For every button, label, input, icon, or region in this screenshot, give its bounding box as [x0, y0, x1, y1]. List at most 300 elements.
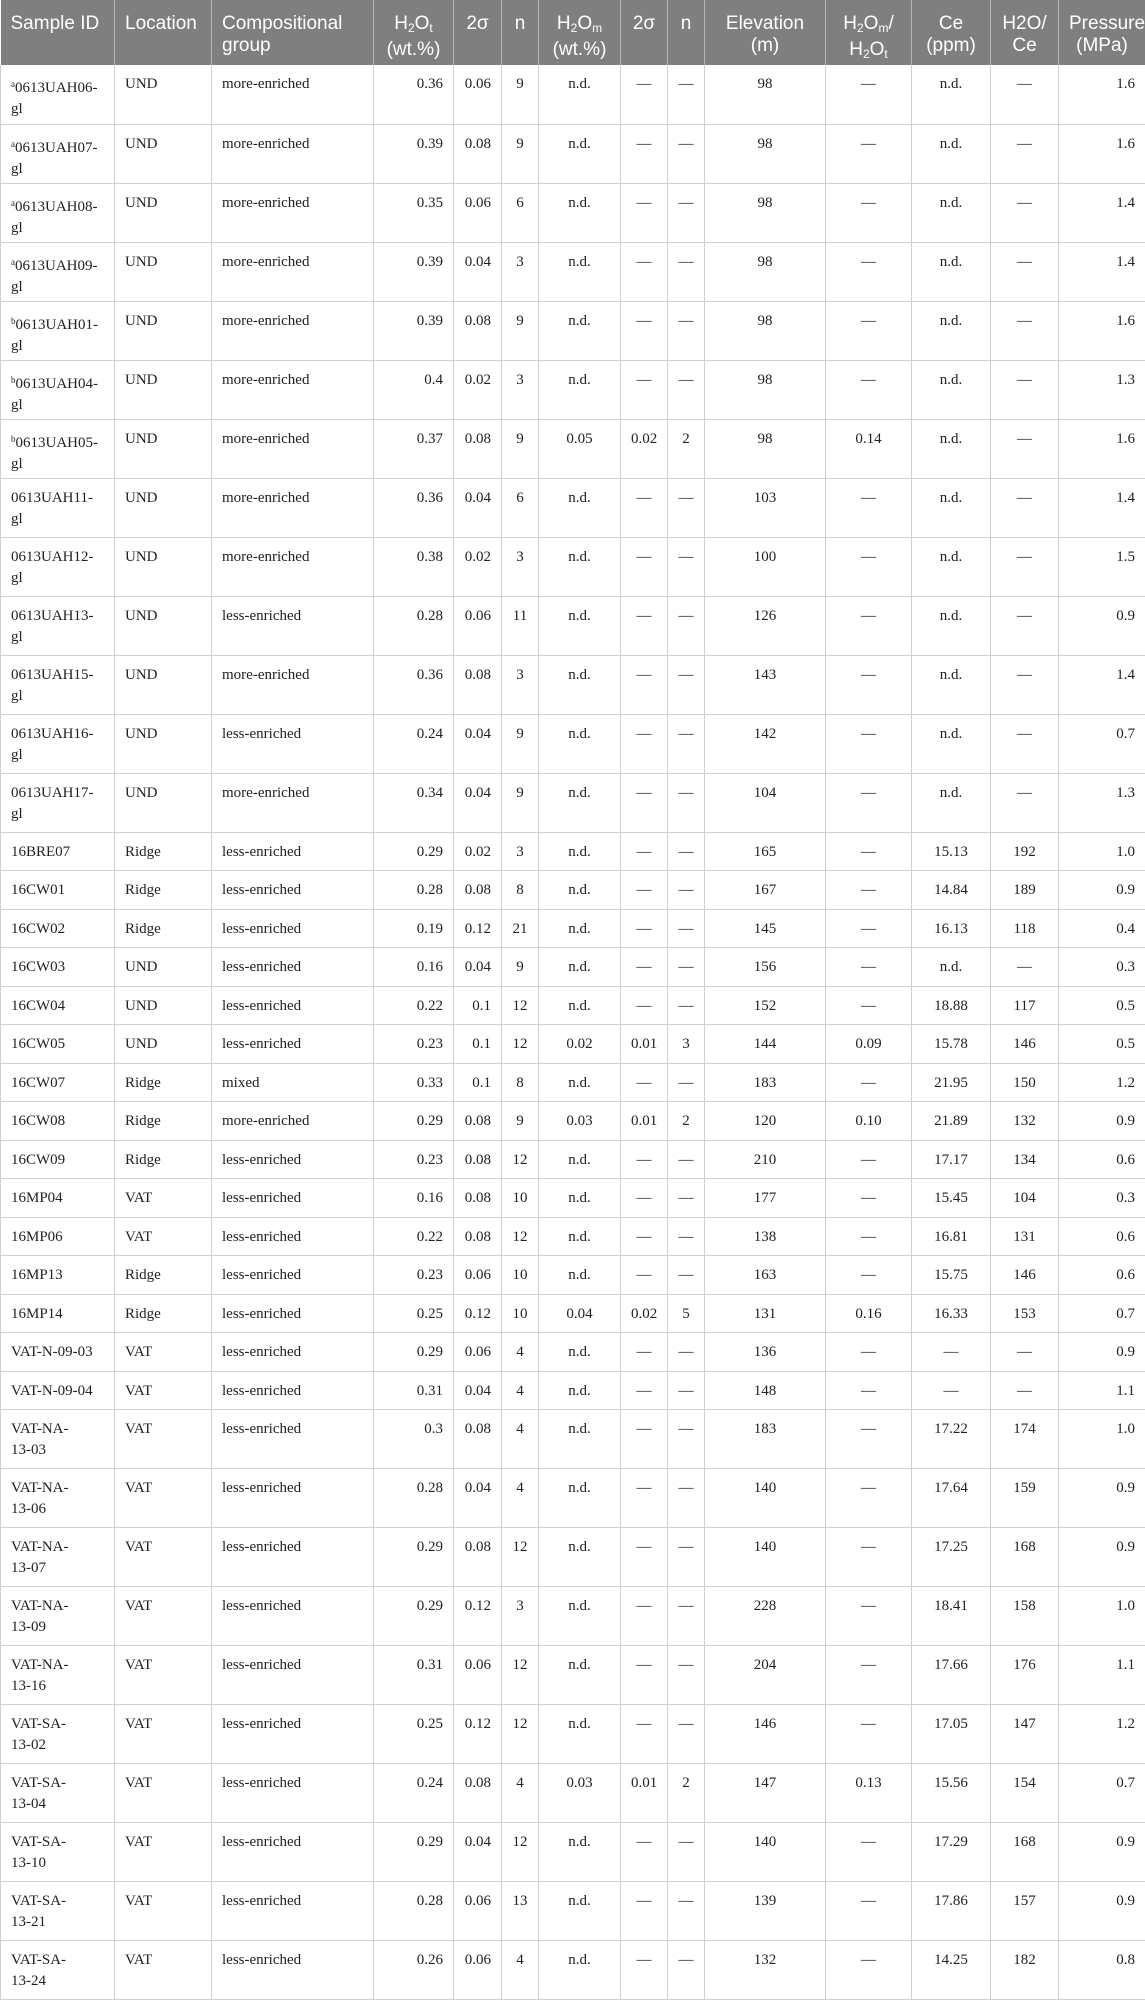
cell-pressure: 0.5 — [1059, 986, 1145, 1025]
cell-n-b: — — [668, 1179, 705, 1218]
table-row — [1, 832, 1145, 871]
cell-h2ot: 0.31 — [374, 1646, 454, 1705]
cell-sample-id: 0613UAH13- gl — [1, 596, 115, 655]
cell-h2om: n.d. — [539, 1587, 621, 1646]
cell-pressure: 0.7 — [1059, 714, 1145, 773]
header-location: Location — [115, 0, 212, 65]
cell-n-a: 6 — [502, 183, 539, 242]
cell-h2ot: 0.28 — [374, 871, 454, 910]
cell-h2om-h2ot: — — [826, 1179, 912, 1218]
cell-sample-id: $^a$0613UAH06- gl — [1, 65, 115, 124]
cell-sample-id: 0613UAH11- gl — [1, 478, 115, 537]
cell-elevation: 103 — [705, 478, 826, 537]
cell-sample-id: 16CW03 — [1, 948, 115, 987]
cell-h2om-h2ot: 0.16 — [826, 1294, 912, 1333]
cell-2sigma-b: — — [621, 655, 668, 714]
table-row — [1, 1941, 1145, 2000]
cell-n-a: 9 — [502, 65, 539, 124]
cell-n-b: — — [668, 986, 705, 1025]
cell-compositional-group: less-enriched — [212, 1333, 374, 1372]
cell-ce: 16.33 — [912, 1294, 991, 1333]
cell-n-b: — — [668, 1256, 705, 1295]
cell-n-a: 4 — [502, 1410, 539, 1469]
cell-h2o-ce: 150 — [991, 1063, 1059, 1102]
cell-n-a: 9 — [502, 301, 539, 360]
cell-2sigma-b: 0.02 — [621, 419, 668, 478]
cell-2sigma-b: — — [621, 1705, 668, 1764]
cell-h2o-ce: 182 — [991, 1941, 1059, 2000]
cell-2sigma-a: 0.04 — [454, 1469, 502, 1528]
table-row — [1, 1256, 1145, 1295]
cell-location: UND — [115, 419, 212, 478]
cell-n-a: 8 — [502, 871, 539, 910]
cell-n-b: — — [668, 909, 705, 948]
cell-elevation: 98 — [705, 183, 826, 242]
cell-ce: 14.84 — [912, 871, 991, 910]
cell-compositional-group: less-enriched — [212, 909, 374, 948]
cell-h2om-h2ot: — — [826, 1333, 912, 1372]
cell-2sigma-a: 0.08 — [454, 124, 502, 183]
cell-elevation: 163 — [705, 1256, 826, 1295]
cell-h2o-ce: — — [991, 242, 1059, 301]
cell-2sigma-a: 0.08 — [454, 1410, 502, 1469]
cell-h2om: n.d. — [539, 360, 621, 419]
footnote-marker: b — [11, 433, 16, 444]
cell-h2o-ce: 192 — [991, 832, 1059, 871]
header-2sigma-b: 2σ — [621, 0, 668, 65]
cell-location: VAT — [115, 1764, 212, 1823]
cell-location: VAT — [115, 1705, 212, 1764]
cell-pressure: 1.6 — [1059, 419, 1145, 478]
cell-location: UND — [115, 948, 212, 987]
cell-h2om: n.d. — [539, 478, 621, 537]
cell-n-a: 3 — [502, 1587, 539, 1646]
cell-sample-id: 16CW08 — [1, 1102, 115, 1141]
cell-2sigma-a: 0.04 — [454, 1371, 502, 1410]
cell-h2om: n.d. — [539, 948, 621, 987]
cell-h2om: n.d. — [539, 832, 621, 871]
cell-n-b: — — [668, 1587, 705, 1646]
cell-ce: n.d. — [912, 537, 991, 596]
cell-ce: 15.45 — [912, 1179, 991, 1218]
cell-n-b: — — [668, 360, 705, 419]
cell-ce: — — [912, 1371, 991, 1410]
cell-h2om-h2ot: — — [826, 183, 912, 242]
cell-sample-id: 16MP13 — [1, 1256, 115, 1295]
cell-sample-id: VAT-SA- 13-10 — [1, 1823, 115, 1882]
cell-h2om-h2ot: — — [826, 655, 912, 714]
cell-ce: 17.64 — [912, 1469, 991, 1528]
cell-pressure: 1.6 — [1059, 301, 1145, 360]
cell-n-b: — — [668, 242, 705, 301]
cell-location: VAT — [115, 1823, 212, 1882]
cell-h2om: n.d. — [539, 1063, 621, 1102]
cell-sample-id: VAT-SA- 13-02 — [1, 1705, 115, 1764]
header-pressure: Pressure (MPa) — [1059, 0, 1145, 65]
cell-ce: 17.22 — [912, 1410, 991, 1469]
header-h2o-ce: H2O/ Ce — [991, 0, 1059, 65]
table-row — [1, 1469, 1145, 1528]
cell-h2o-ce: — — [991, 948, 1059, 987]
cell-h2ot: 0.25 — [374, 1705, 454, 1764]
table-row — [1, 714, 1145, 773]
table-row — [1, 773, 1145, 832]
cell-n-a: 4 — [502, 1469, 539, 1528]
cell-2sigma-b: — — [621, 1528, 668, 1587]
cell-h2ot: 0.28 — [374, 1882, 454, 1941]
header-h2ot: $H_2O_t$ (wt.%) — [374, 0, 454, 65]
cell-h2ot: 0.26 — [374, 1941, 454, 2000]
cell-h2om: n.d. — [539, 773, 621, 832]
cell-location: UND — [115, 360, 212, 419]
cell-ce: n.d. — [912, 301, 991, 360]
cell-sample-id: $^a$0613UAH08- gl — [1, 183, 115, 242]
cell-h2om: 0.03 — [539, 1764, 621, 1823]
cell-2sigma-b: — — [621, 124, 668, 183]
cell-elevation: 98 — [705, 301, 826, 360]
cell-h2om-h2ot: 0.09 — [826, 1025, 912, 1064]
cell-location: VAT — [115, 1941, 212, 2000]
cell-h2ot: 0.24 — [374, 1764, 454, 1823]
cell-pressure: 0.7 — [1059, 1294, 1145, 1333]
cell-location: VAT — [115, 1333, 212, 1372]
cell-h2o-ce: — — [991, 1333, 1059, 1372]
cell-2sigma-b: 0.01 — [621, 1025, 668, 1064]
cell-2sigma-b: — — [621, 360, 668, 419]
table-row — [1, 1646, 1145, 1705]
cell-pressure: 1.3 — [1059, 773, 1145, 832]
cell-sample-id: 16CW04 — [1, 986, 115, 1025]
table-row — [1, 596, 1145, 655]
cell-elevation: 132 — [705, 1941, 826, 2000]
cell-sample-id: 16CW09 — [1, 1140, 115, 1179]
cell-h2om-h2ot: — — [826, 773, 912, 832]
cell-2sigma-a: 0.1 — [454, 986, 502, 1025]
header-row — [1, 0, 1145, 65]
cell-compositional-group: more-enriched — [212, 1102, 374, 1141]
table-row — [1, 1140, 1145, 1179]
cell-pressure: 1.6 — [1059, 65, 1145, 124]
cell-h2o-ce: 147 — [991, 1705, 1059, 1764]
cell-ce: 17.66 — [912, 1646, 991, 1705]
cell-ce: n.d. — [912, 948, 991, 987]
cell-2sigma-b: — — [621, 301, 668, 360]
cell-h2o-ce: — — [991, 773, 1059, 832]
table-row — [1, 1764, 1145, 1823]
table-row — [1, 1823, 1145, 1882]
cell-sample-id: $^a$0613UAH07- gl — [1, 124, 115, 183]
header-elevation: Elevation (m) — [705, 0, 826, 65]
cell-n-b: — — [668, 65, 705, 124]
cell-ce: 15.13 — [912, 832, 991, 871]
cell-pressure: 1.0 — [1059, 1410, 1145, 1469]
cell-2sigma-a: 0.08 — [454, 1217, 502, 1256]
table-row — [1, 1217, 1145, 1256]
cell-h2ot: 0.23 — [374, 1256, 454, 1295]
cell-pressure: 1.3 — [1059, 360, 1145, 419]
table-row — [1, 1587, 1145, 1646]
table-header — [1, 0, 1145, 65]
cell-ce: 21.89 — [912, 1102, 991, 1141]
cell-2sigma-a: 0.08 — [454, 1528, 502, 1587]
cell-2sigma-b: — — [621, 1333, 668, 1372]
cell-n-b: — — [668, 1140, 705, 1179]
cell-h2om-h2ot: — — [826, 832, 912, 871]
cell-ce: n.d. — [912, 183, 991, 242]
cell-h2om-h2ot: — — [826, 1140, 912, 1179]
table-row — [1, 986, 1145, 1025]
cell-location: UND — [115, 478, 212, 537]
table-body — [1, 65, 1145, 2000]
cell-n-a: 9 — [502, 1102, 539, 1141]
cell-2sigma-a: 0.08 — [454, 419, 502, 478]
cell-n-a: 4 — [502, 1333, 539, 1372]
table-row — [1, 909, 1145, 948]
cell-n-b: — — [668, 1217, 705, 1256]
cell-2sigma-b: 0.01 — [621, 1764, 668, 1823]
cell-ce: 18.88 — [912, 986, 991, 1025]
cell-sample-id: VAT-SA- 13-04 — [1, 1764, 115, 1823]
cell-2sigma-b: 0.02 — [621, 1294, 668, 1333]
cell-h2ot: 0.29 — [374, 832, 454, 871]
cell-n-b: — — [668, 1371, 705, 1410]
cell-h2o-ce: 174 — [991, 1410, 1059, 1469]
cell-location: VAT — [115, 1410, 212, 1469]
cell-location: Ridge — [115, 909, 212, 948]
cell-h2o-ce: 176 — [991, 1646, 1059, 1705]
cell-h2om: n.d. — [539, 1528, 621, 1587]
cell-n-b: — — [668, 301, 705, 360]
cell-2sigma-b: — — [621, 1063, 668, 1102]
cell-h2ot: 0.19 — [374, 909, 454, 948]
cell-sample-id: 16BRE07 — [1, 832, 115, 871]
cell-elevation: 147 — [705, 1764, 826, 1823]
cell-elevation: 140 — [705, 1469, 826, 1528]
cell-h2ot: 0.39 — [374, 301, 454, 360]
cell-location: Ridge — [115, 832, 212, 871]
cell-2sigma-b: — — [621, 986, 668, 1025]
cell-sample-id: 16CW02 — [1, 909, 115, 948]
cell-n-a: 12 — [502, 1025, 539, 1064]
cell-location: VAT — [115, 1646, 212, 1705]
cell-ce: n.d. — [912, 655, 991, 714]
cell-elevation: 156 — [705, 948, 826, 987]
cell-sample-id: 16MP04 — [1, 1179, 115, 1218]
cell-elevation: 165 — [705, 832, 826, 871]
cell-h2ot: 0.35 — [374, 183, 454, 242]
cell-pressure: 1.4 — [1059, 242, 1145, 301]
cell-n-b: — — [668, 537, 705, 596]
cell-2sigma-a: 0.02 — [454, 832, 502, 871]
cell-h2om: n.d. — [539, 242, 621, 301]
cell-h2ot: 0.29 — [374, 1528, 454, 1587]
cell-2sigma-b: — — [621, 1646, 668, 1705]
cell-sample-id: $^b$0613UAH04- gl — [1, 360, 115, 419]
cell-n-a: 3 — [502, 832, 539, 871]
cell-n-a: 9 — [502, 124, 539, 183]
cell-compositional-group: more-enriched — [212, 183, 374, 242]
cell-h2ot: 0.36 — [374, 655, 454, 714]
cell-compositional-group: less-enriched — [212, 1371, 374, 1410]
cell-h2o-ce: 104 — [991, 1179, 1059, 1218]
cell-compositional-group: less-enriched — [212, 948, 374, 987]
cell-2sigma-a: 0.02 — [454, 537, 502, 596]
cell-pressure: 1.2 — [1059, 1063, 1145, 1102]
cell-ce: n.d. — [912, 360, 991, 419]
table-row — [1, 1294, 1145, 1333]
cell-elevation: 145 — [705, 909, 826, 948]
cell-h2om-h2ot: — — [826, 1256, 912, 1295]
table-row — [1, 1063, 1145, 1102]
cell-h2om-h2ot: — — [826, 1823, 912, 1882]
cell-n-b: — — [668, 655, 705, 714]
cell-2sigma-b: — — [621, 1823, 668, 1882]
cell-h2ot: 0.29 — [374, 1102, 454, 1141]
cell-2sigma-a: 0.04 — [454, 948, 502, 987]
cell-pressure: 0.4 — [1059, 909, 1145, 948]
cell-pressure: 0.7 — [1059, 1764, 1145, 1823]
cell-n-a: 10 — [502, 1256, 539, 1295]
cell-h2om: n.d. — [539, 1140, 621, 1179]
cell-pressure: 0.9 — [1059, 596, 1145, 655]
cell-sample-id: VAT-NA- 13-16 — [1, 1646, 115, 1705]
cell-2sigma-a: 0.1 — [454, 1025, 502, 1064]
cell-n-a: 8 — [502, 1063, 539, 1102]
cell-h2om-h2ot: — — [826, 478, 912, 537]
cell-elevation: 142 — [705, 714, 826, 773]
cell-compositional-group: less-enriched — [212, 596, 374, 655]
cell-h2om-h2ot: — — [826, 948, 912, 987]
cell-compositional-group: more-enriched — [212, 124, 374, 183]
cell-location: UND — [115, 596, 212, 655]
cell-n-a: 9 — [502, 419, 539, 478]
cell-h2ot: 0.16 — [374, 1179, 454, 1218]
cell-elevation: 98 — [705, 242, 826, 301]
cell-h2om: n.d. — [539, 909, 621, 948]
cell-n-a: 12 — [502, 1646, 539, 1705]
cell-n-a: 21 — [502, 909, 539, 948]
cell-pressure: 0.3 — [1059, 1179, 1145, 1218]
cell-n-b: — — [668, 1410, 705, 1469]
cell-h2om-h2ot: — — [826, 986, 912, 1025]
cell-elevation: 136 — [705, 1333, 826, 1372]
cell-h2om: n.d. — [539, 1410, 621, 1469]
cell-h2om-h2ot: 0.10 — [826, 1102, 912, 1141]
cell-pressure: 0.5 — [1059, 1025, 1145, 1064]
cell-h2o-ce: — — [991, 124, 1059, 183]
cell-h2ot: 0.31 — [374, 1371, 454, 1410]
cell-h2ot: 0.16 — [374, 948, 454, 987]
cell-sample-id: $^b$0613UAH01- gl — [1, 301, 115, 360]
cell-2sigma-b: — — [621, 832, 668, 871]
cell-2sigma-a: 0.08 — [454, 1140, 502, 1179]
cell-2sigma-a: 0.04 — [454, 478, 502, 537]
cell-pressure: 0.9 — [1059, 1333, 1145, 1372]
cell-h2o-ce: 158 — [991, 1587, 1059, 1646]
cell-2sigma-a: 0.12 — [454, 1294, 502, 1333]
cell-n-a: 12 — [502, 1140, 539, 1179]
cell-pressure: 0.9 — [1059, 1469, 1145, 1528]
cell-h2om: n.d. — [539, 871, 621, 910]
cell-h2ot: 0.37 — [374, 419, 454, 478]
footnote-marker: a — [11, 138, 15, 149]
cell-h2om: n.d. — [539, 537, 621, 596]
cell-n-b: — — [668, 714, 705, 773]
cell-compositional-group: less-enriched — [212, 1587, 374, 1646]
cell-h2ot: 0.39 — [374, 124, 454, 183]
cell-h2o-ce: 153 — [991, 1294, 1059, 1333]
cell-compositional-group: more-enriched — [212, 537, 374, 596]
cell-h2o-ce: 131 — [991, 1217, 1059, 1256]
cell-h2o-ce: 157 — [991, 1882, 1059, 1941]
cell-elevation: 143 — [705, 655, 826, 714]
cell-2sigma-b: — — [621, 1469, 668, 1528]
cell-h2o-ce: — — [991, 478, 1059, 537]
cell-location: Ridge — [115, 871, 212, 910]
cell-2sigma-b: — — [621, 537, 668, 596]
cell-2sigma-b: — — [621, 1371, 668, 1410]
cell-n-a: 3 — [502, 242, 539, 301]
table-row — [1, 655, 1145, 714]
cell-n-b: — — [668, 1941, 705, 2000]
cell-2sigma-a: 0.06 — [454, 1882, 502, 1941]
cell-ce: 18.41 — [912, 1587, 991, 1646]
cell-h2ot: 0.34 — [374, 773, 454, 832]
cell-pressure: 1.0 — [1059, 1587, 1145, 1646]
cell-n-b: — — [668, 478, 705, 537]
cell-n-a: 6 — [502, 478, 539, 537]
cell-n-a: 12 — [502, 1705, 539, 1764]
cell-pressure: 0.6 — [1059, 1256, 1145, 1295]
header-h2om: $H_2O_m$ (wt.%) — [539, 0, 621, 65]
cell-location: UND — [115, 537, 212, 596]
cell-compositional-group: less-enriched — [212, 1410, 374, 1469]
cell-elevation: 148 — [705, 1371, 826, 1410]
cell-2sigma-b: — — [621, 909, 668, 948]
cell-n-a: 3 — [502, 360, 539, 419]
cell-n-a: 3 — [502, 655, 539, 714]
cell-h2o-ce: 146 — [991, 1256, 1059, 1295]
footnote-marker: b — [11, 374, 16, 385]
cell-n-b: — — [668, 1705, 705, 1764]
cell-elevation: 183 — [705, 1063, 826, 1102]
cell-n-a: 12 — [502, 1823, 539, 1882]
cell-h2o-ce: 168 — [991, 1528, 1059, 1587]
cell-2sigma-a: 0.08 — [454, 301, 502, 360]
cell-2sigma-a: 0.08 — [454, 871, 502, 910]
cell-ce: — — [912, 1333, 991, 1372]
cell-n-b: — — [668, 871, 705, 910]
cell-n-b: 3 — [668, 1025, 705, 1064]
footnote-marker: a — [11, 256, 15, 267]
cell-elevation: 228 — [705, 1587, 826, 1646]
cell-h2o-ce: 117 — [991, 986, 1059, 1025]
cell-pressure: 0.9 — [1059, 1528, 1145, 1587]
cell-2sigma-b: — — [621, 478, 668, 537]
cell-2sigma-a: 0.06 — [454, 65, 502, 124]
cell-h2o-ce: 168 — [991, 1823, 1059, 1882]
cell-pressure: 0.6 — [1059, 1140, 1145, 1179]
cell-h2om: n.d. — [539, 986, 621, 1025]
cell-2sigma-b: 0.01 — [621, 1102, 668, 1141]
cell-elevation: 98 — [705, 360, 826, 419]
table-row — [1, 1025, 1145, 1064]
table-row — [1, 419, 1145, 478]
cell-pressure: 0.9 — [1059, 1102, 1145, 1141]
cell-compositional-group: less-enriched — [212, 986, 374, 1025]
cell-ce: 16.81 — [912, 1217, 991, 1256]
cell-h2ot: 0.22 — [374, 1217, 454, 1256]
